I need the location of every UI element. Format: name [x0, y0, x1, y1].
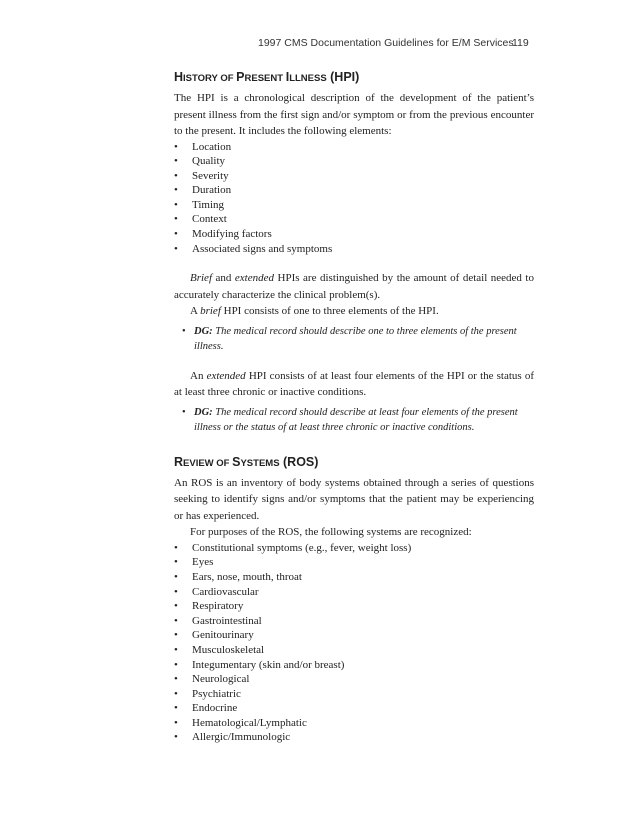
- ros-heading: REVIEW OF SYSTEMS (ROS): [174, 454, 319, 469]
- ros-purposes: For purposes of the ROS, the following systems are recognized:: [190, 526, 472, 539]
- list-item: • Integumentary (skin and/or breast): [174, 658, 534, 673]
- dg-extended-hpi: • DG: The medical record should describe at least four elements of the present illness or the status of at least three chronic or inactive conditions.: [182, 406, 518, 433]
- list-item: • Genitourinary: [174, 628, 534, 643]
- list-item: • Psychiatric: [174, 687, 534, 702]
- bullet-icon: •: [182, 406, 186, 418]
- list-item: • Gastrointestinal: [174, 614, 534, 629]
- hpi-heading: HISTORY OF PRESENT ILLNESS (HPI): [174, 70, 360, 84]
- list-item: • Musculoskeletal: [174, 643, 534, 658]
- list-item: • Modifying factors: [174, 227, 534, 242]
- list-item: • Timing: [174, 198, 534, 213]
- ros-systems-list: [174, 541, 534, 745]
- list-item: • Duration: [174, 183, 534, 198]
- brief-hpi-definition: A brief HPI consists of one to three elements of the HPI.: [190, 305, 439, 318]
- list-item: • Ears, nose, mouth, throat: [174, 570, 534, 585]
- list-item: • Endocrine: [174, 701, 534, 716]
- hpi-elements-list: [174, 140, 534, 257]
- list-item: • Hematological/Lymphatic: [174, 716, 534, 731]
- hpi-intro: The HPI is a chronological description of the development of the patient’s present illness from the first sign and/or symptom or from the previous encounter to the present. It includes the following elements:: [174, 92, 534, 137]
- list-item: • Cardiovascular: [174, 585, 534, 600]
- dg-brief-hpi: • DG: The medical record should describe one to three elements of the present illness.: [182, 325, 517, 352]
- running-head-title: 1997 CMS Documentation Guidelines for E/M Services: [258, 37, 514, 49]
- hpi-distinction: Brief and extended HPIs are distinguished by the amount of detail needed to accurately characterize the clinical problem(s).: [174, 272, 534, 301]
- list-item: • Eyes: [174, 555, 534, 570]
- list-item: • Severity: [174, 169, 534, 184]
- bullet-icon: •: [182, 325, 186, 337]
- list-item: • Location: [174, 140, 534, 155]
- list-item: • Constitutional symptoms (e.g., fever, weight loss): [174, 541, 534, 556]
- page-content: [174, 70, 534, 745]
- page-number: 119: [512, 37, 529, 49]
- list-item: • Context: [174, 212, 534, 227]
- ros-intro: An ROS is an inventory of body systems obtained through a series of questions seeking to identify signs and/or symptoms that the patient may be experiencing or has experienced.: [174, 476, 534, 522]
- list-item: • Associated signs and symptoms: [174, 242, 534, 257]
- running-head: [0, 37, 638, 53]
- list-item: • Neurological: [174, 672, 534, 687]
- list-item: • Quality: [174, 154, 534, 169]
- extended-hpi-definition: An extended HPI consists of at least four elements of the HPI or the status of at least three chronic or inactive conditions.: [174, 369, 535, 399]
- list-item: • Allergic/Immunologic: [174, 730, 534, 745]
- list-item: • Respiratory: [174, 599, 534, 614]
